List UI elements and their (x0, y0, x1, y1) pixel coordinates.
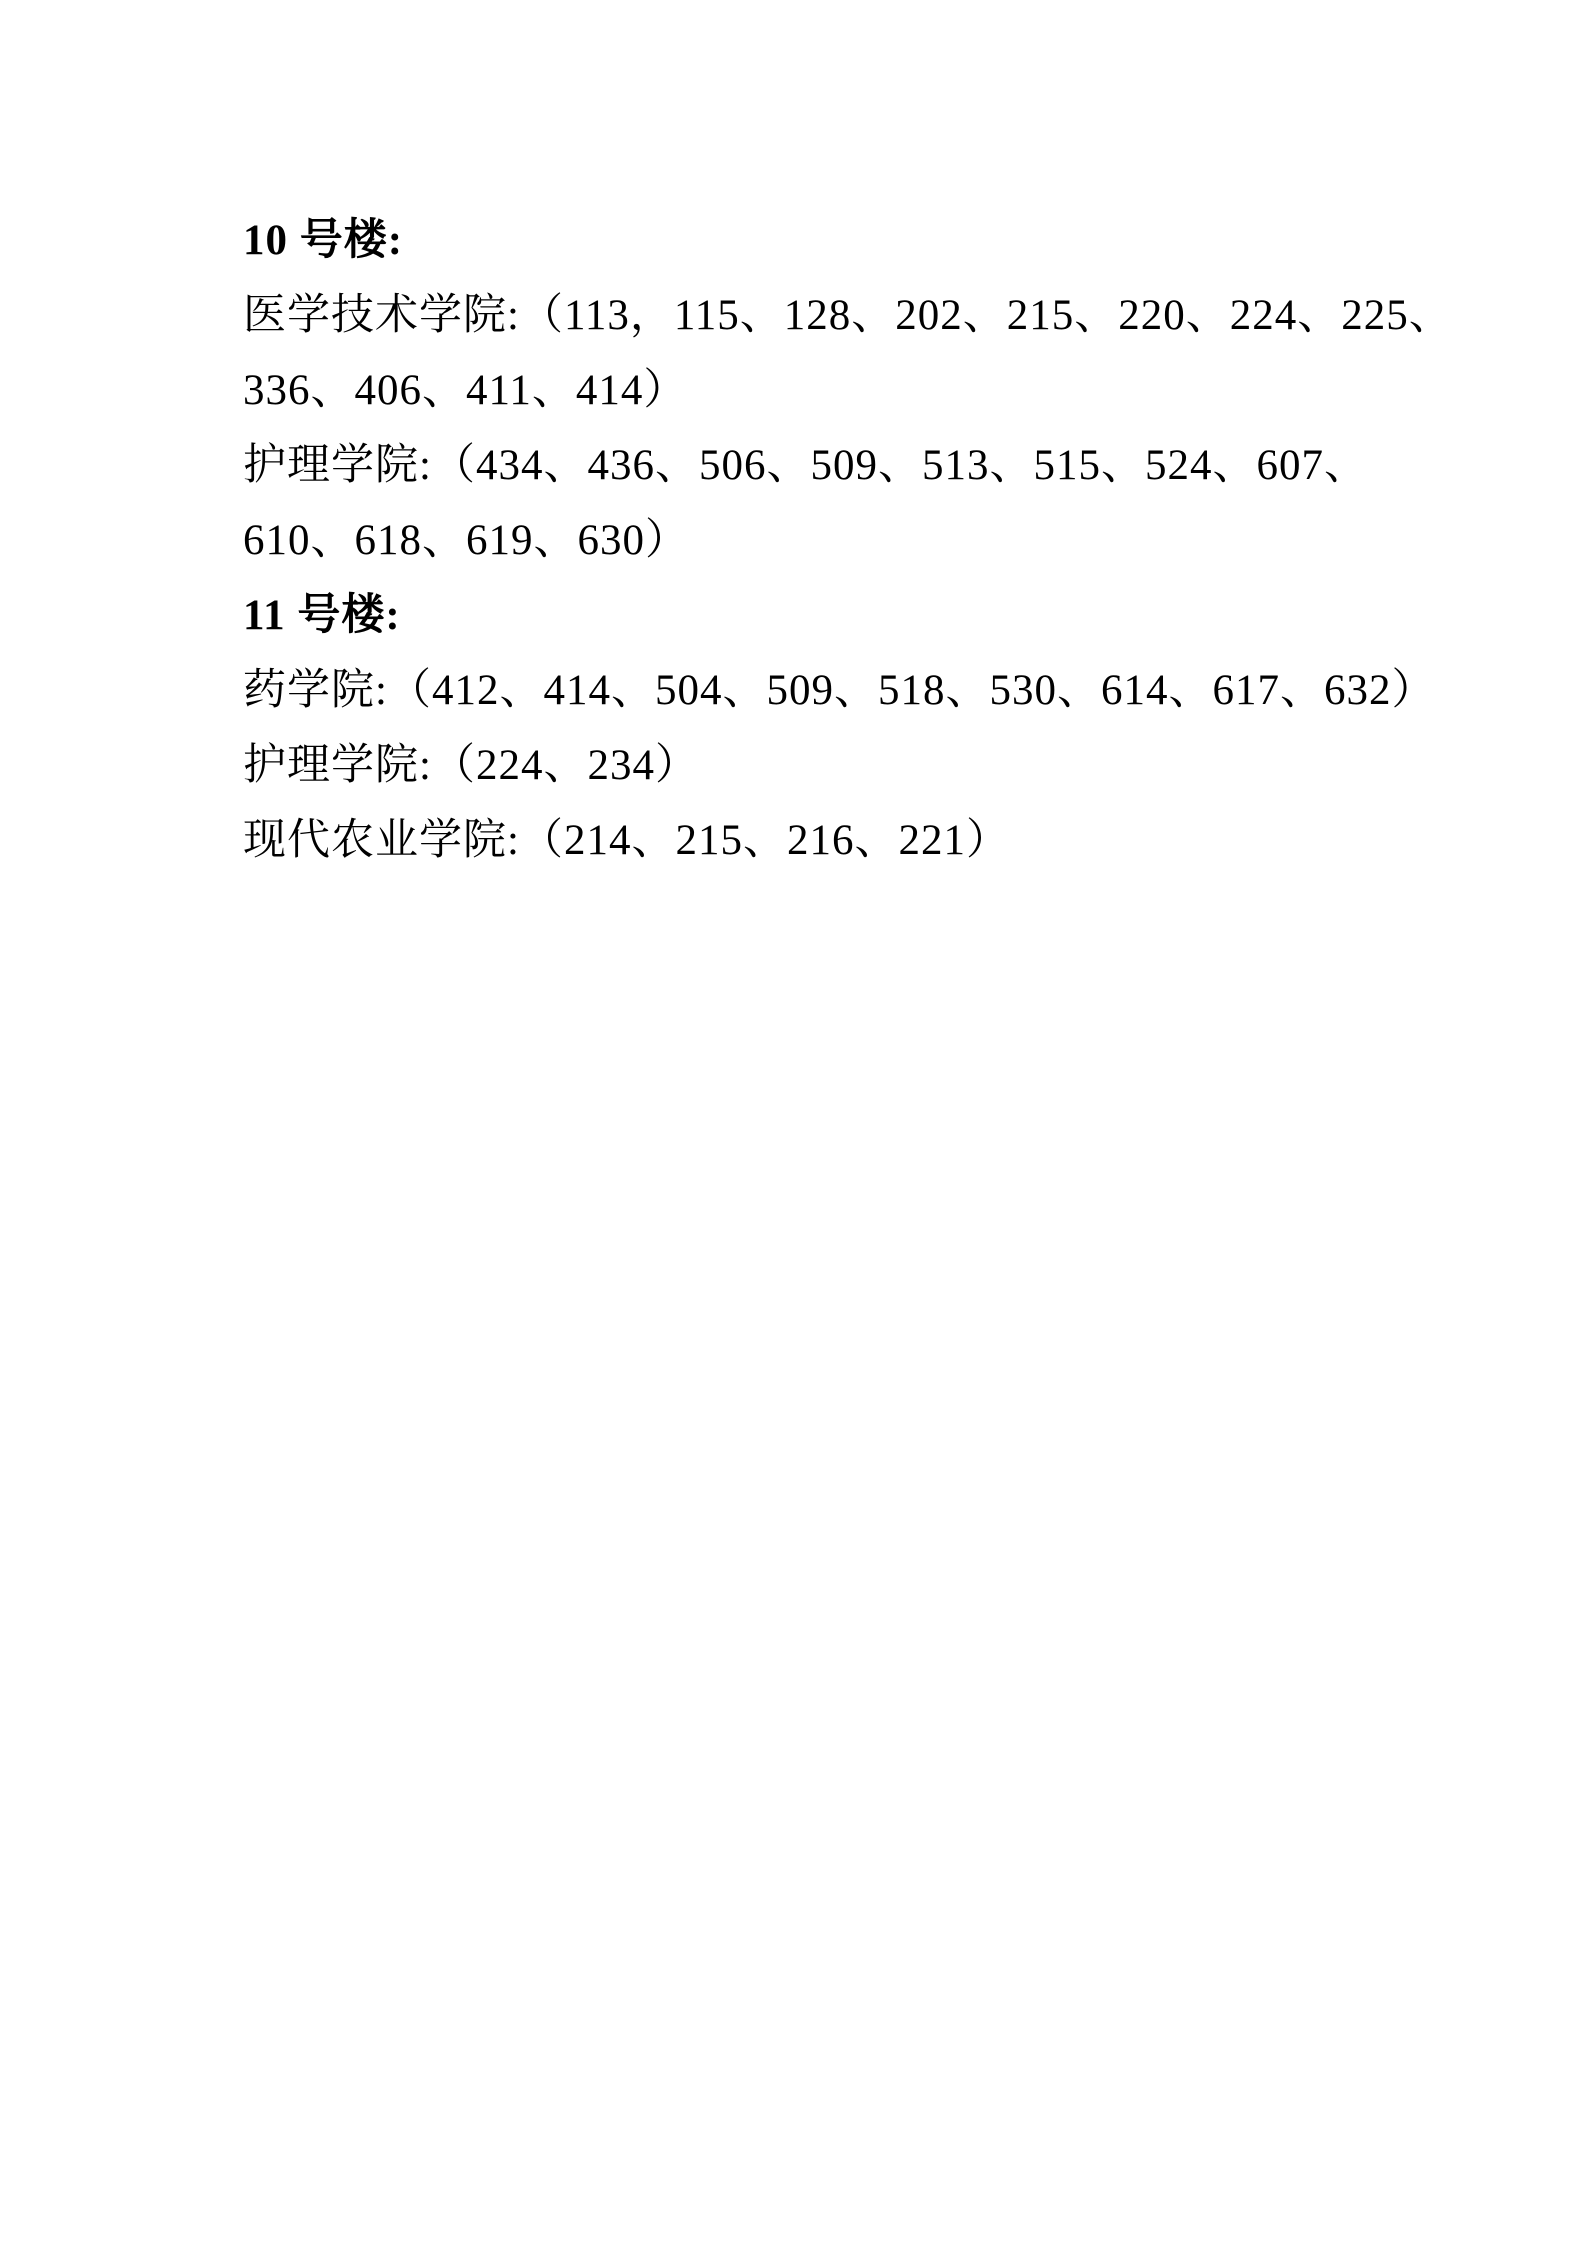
building-10-heading: 10 号楼: (243, 217, 404, 264)
building-10-medical-tech-line-1: 医学技术学院:（113，115、128、202、215、220、224、225、 (243, 292, 1453, 339)
building-10-nursing-line-2: 610、618、619、630） (243, 517, 689, 564)
building-11-nursing-line: 护理学院:（224、234） (243, 742, 699, 789)
building-11-pharmacy-line: 药学院:（412、414、504、509、518、530、614、617、632） (243, 667, 1436, 714)
building-10-medical-tech-line-2: 336、406、411、414） (243, 367, 688, 414)
building-10-nursing-line-1: 护理学院:（434、436、506、509、513、515、524、607、 (243, 442, 1368, 489)
text-block (243, 203, 1453, 878)
building-11-heading: 11 号楼: (243, 592, 401, 639)
building-11-modern-agriculture-line: 现代农业学院:（214、215、216、221） (243, 817, 1010, 864)
